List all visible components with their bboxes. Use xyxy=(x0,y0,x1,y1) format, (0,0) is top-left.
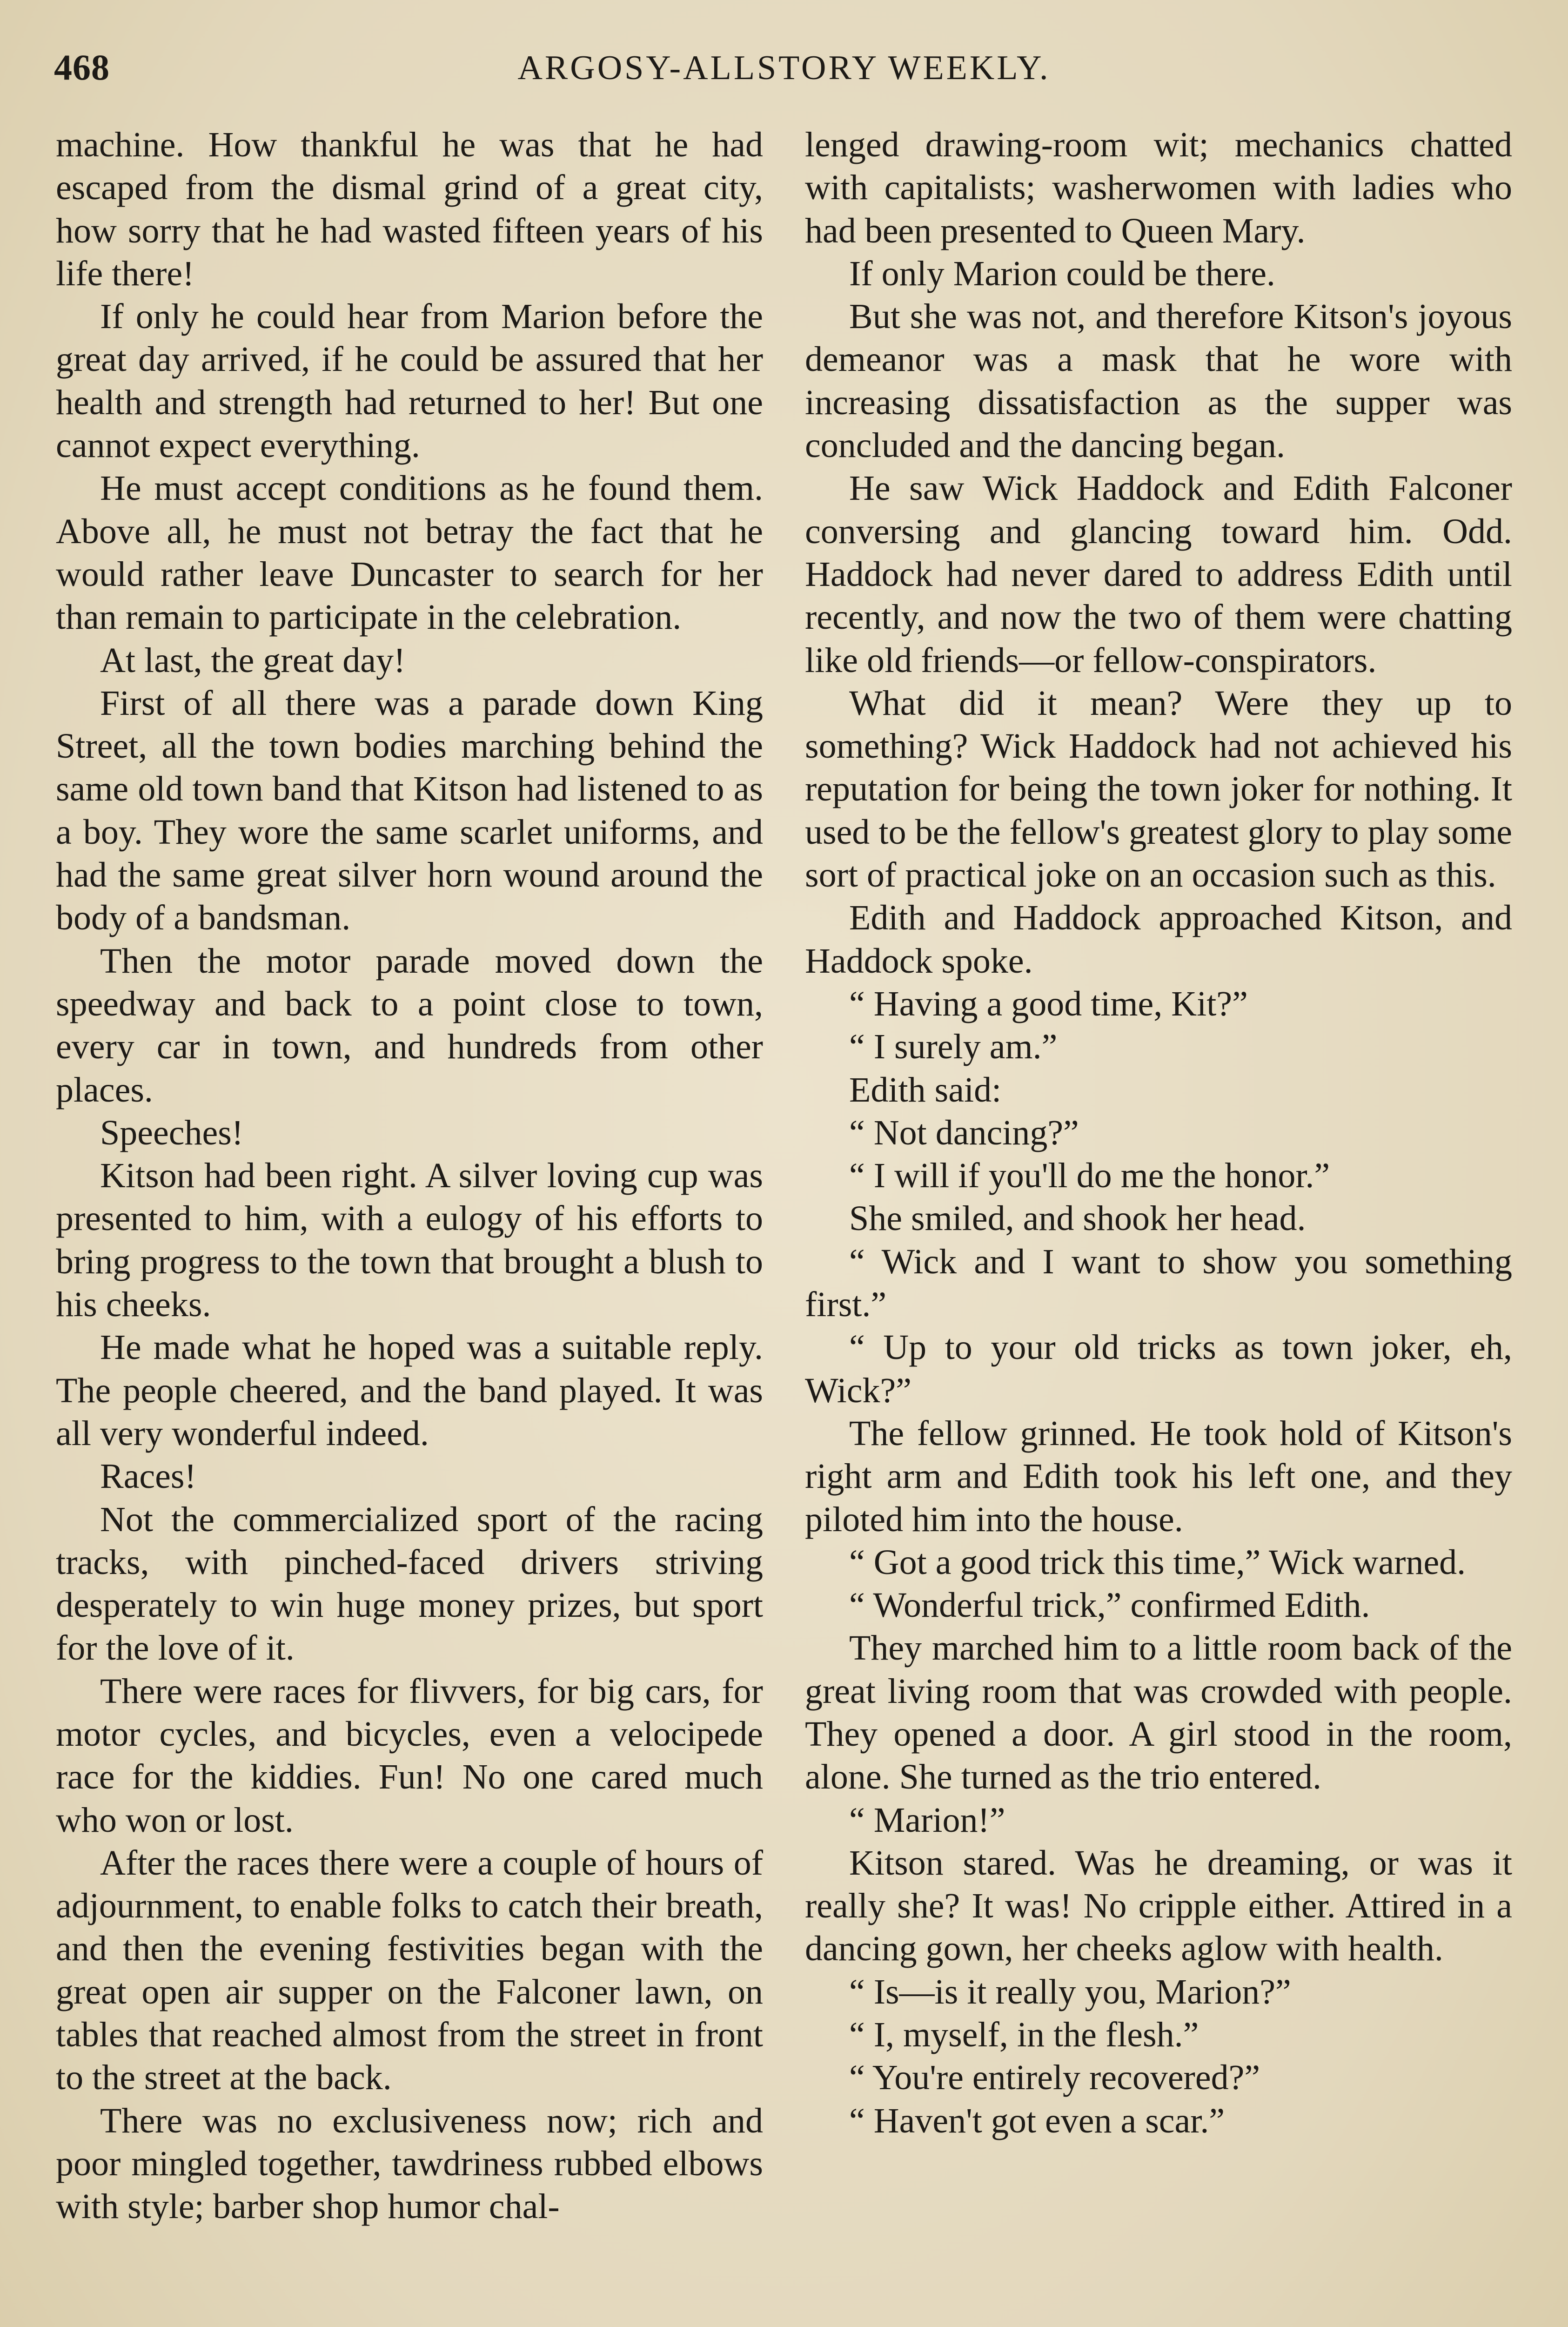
paragraph: He saw Wick Haddock and Edith Falconer conversing and glancing toward him. Odd. Haddock had never dared to address Edith until recently, and now the two of them were chatting like old friends—or fellow-conspirators. xyxy=(805,469,1512,680)
running-head: ARGOSY-ALLSTORY WEEKLY. xyxy=(517,49,1051,87)
paragraph: Then the motor parade moved down the speedway and back to a point close to town, every car in town, and hundreds from other places. xyxy=(56,941,763,1110)
dialogue-line: “ Not dancing?” xyxy=(849,1113,1079,1152)
dialogue-line: “ I, myself, in the flesh.” xyxy=(849,2015,1199,2055)
paragraph: She smiled, and shook her head. xyxy=(849,1199,1306,1238)
paragraph: Edith and Haddock approached Kitson, and Haddock spoke. xyxy=(805,898,1512,981)
dialogue-line: “ Up to your old tricks as town joker, eh, Wick?” xyxy=(805,1328,1512,1410)
paragraph: Speeches! xyxy=(100,1113,244,1152)
dialogue-line: “ I will if you'll do me the honor.” xyxy=(849,1156,1330,1196)
dialogue-line: “ Wonderful trick,” confirmed Edith. xyxy=(849,1586,1370,1625)
right-column xyxy=(805,123,1512,2327)
paragraph: At last, the great day! xyxy=(100,640,406,680)
paragraph: He made what he hoped was a suitable reply. The people cheered, and the band played. It was all very wonderful indeed. xyxy=(56,1328,763,1453)
paragraph: There were races for flivvers, for big cars, for motor cycles, and bicycles, even a velocipede race for the kiddies. Fun! No one cared much who won or lost. xyxy=(56,1671,763,1840)
paragraph: What did it mean? Were they up to something? Wick Haddock had not achieved his reputation for being the town joker for nothing. It used to be the fellow's greatest glory to play some sort of practical joke on an occasion such as this. xyxy=(805,683,1512,895)
dialogue-line: “ Wick and I want to show you something first.” xyxy=(805,1242,1512,1325)
page-number: 468 xyxy=(54,47,110,87)
paragraph: But she was not, and therefore Kitson's joyous demeanor was a mask that he wore with increasing dissatisfaction as the supper was concluded and the dancing began. xyxy=(805,297,1512,465)
paragraph: After the races there were a couple of hours of adjournment, to enable folks to catch their breath, and then the evening festivities began with the great open air supper on the Falconer lawn, on tables that reached almost from the street in front to the street at the back. xyxy=(56,1843,763,2098)
page-header xyxy=(47,47,1521,102)
dialogue-line: “ You're entirely recovered?” xyxy=(849,2058,1260,2098)
paragraph: The fellow grinned. He took hold of Kitson's right arm and Edith took his left one, and they piloted him into the house. xyxy=(805,1413,1512,1539)
paragraph: If only he could hear from Marion before the great day arrived, if he could be assured that her health and strength had returned to her! But one cannot expect everything. xyxy=(56,297,763,465)
paragraph: First of all there was a parade down King Street, all the town bodies marching behind the same old town band that Kitson had listened to as a boy. They wore the same scarlet uniforms, and had the same great silver horn wound around the body of a bandsman. xyxy=(56,683,763,938)
paragraph: He must accept conditions as he found them. Above all, he must not betray the fact that he would rather leave Duncaster to search for her than remain to participate in the celebration. xyxy=(56,469,763,637)
dialogue-line: “ Is—is it really you, Marion?” xyxy=(849,1972,1291,2011)
dialogue-line: “ Got a good trick this time,” Wick warned. xyxy=(849,1542,1466,1582)
dialogue-line: “ Marion!” xyxy=(849,1800,1005,1840)
left-column xyxy=(56,123,763,2327)
paragraph: Edith said: xyxy=(849,1070,1002,1110)
paragraph: lenged drawing-room wit; mechanics chatted with capitalists; washerwomen with ladies who had been presented to Queen Mary. xyxy=(805,125,1512,250)
paragraph: Not the commercialized sport of the racing tracks, with pinched-faced drivers striving desperately to win huge money prizes, but sport for the love of it. xyxy=(56,1500,763,1668)
paragraph: machine. How thankful he was that he had escaped from the dismal grind of a great city, how sorry that he had wasted fifteen years of his life there! xyxy=(56,125,763,293)
paragraph: Races! xyxy=(100,1457,196,1496)
paragraph: Kitson stared. Was he dreaming, or was it really she? It was! No cripple either. Attired in a dancing gown, her cheeks aglow with health. xyxy=(805,1843,1512,1969)
paragraph: They marched him to a little room back of the great living room that was crowded with people. They opened a door. A girl stood in the room, alone. She turned as the trio entered. xyxy=(805,1628,1512,1797)
text-columns xyxy=(56,123,1512,2327)
dialogue-line: “ I surely am.” xyxy=(849,1027,1058,1067)
paragraph: Kitson had been right. A silver loving cup was presented to him, with a eulogy of his efforts to bring progress to the town that brought a blush to his cheeks. xyxy=(56,1156,763,1325)
dialogue-line: “ Having a good time, Kit?” xyxy=(849,984,1248,1023)
paragraph: If only Marion could be there. xyxy=(849,254,1275,293)
paragraph: There was no exclusiveness now; rich and poor mingled together, tawdriness rubbed elbows with style; barber shop humor chal- xyxy=(56,2101,763,2226)
dialogue-line: “ Haven't got even a scar.” xyxy=(849,2101,1225,2140)
